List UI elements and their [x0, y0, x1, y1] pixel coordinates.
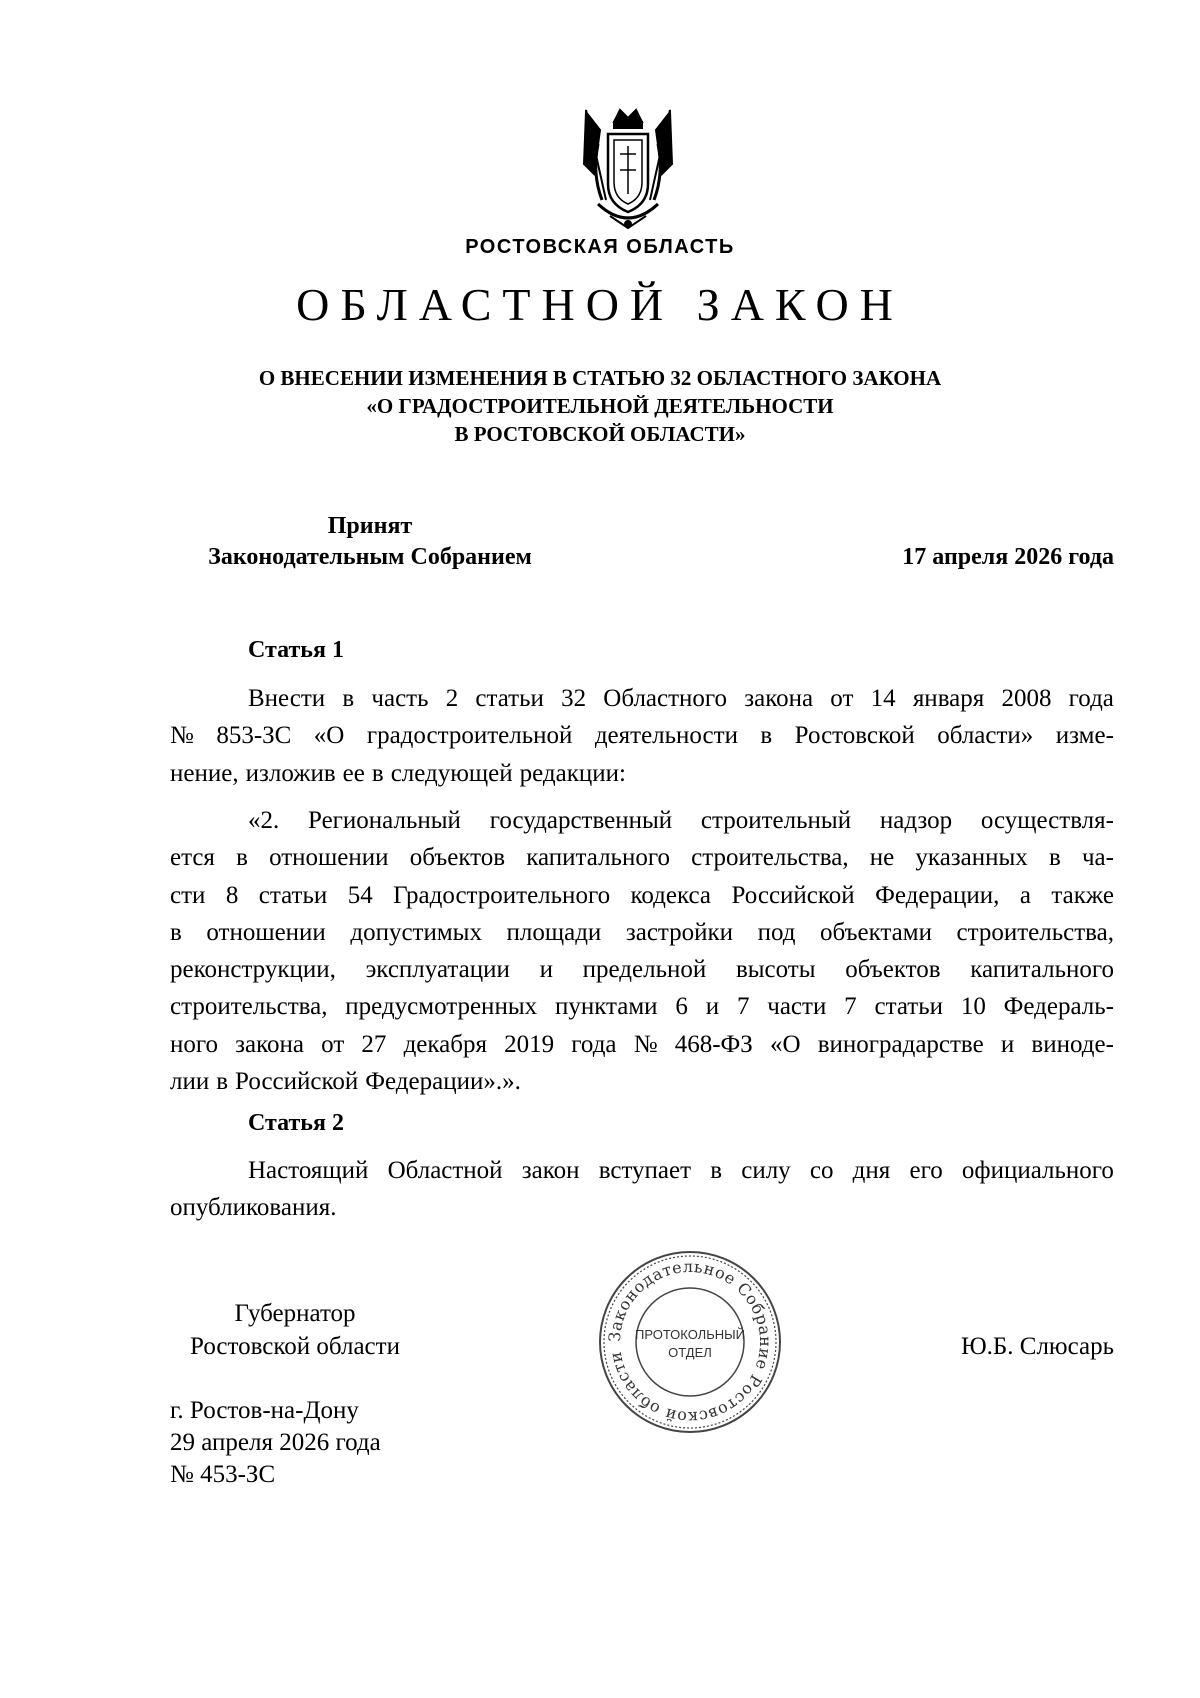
governor-title-line: Ростовской области [190, 1333, 400, 1360]
stamp-center-line: ОТДЕЛ [668, 1345, 712, 1360]
text-line: в отношении допустимых площади застройки под объектами строительства, [170, 918, 1114, 946]
law-number: № 453-ЗС [170, 1461, 276, 1488]
text-line: ется в отношении объектов капитального строительства, не указанных в ча- [170, 844, 1114, 872]
law-title-line: О ВНЕСЕНИИ ИЗМЕНЕНИЯ В СТАТЬЮ 32 ОБЛАСТНОГО ЗАКОНА [258, 366, 942, 390]
region-name: РОСТОВСКАЯ ОБЛАСТЬ [465, 236, 735, 258]
adoption-label-line: Законодательным Собранием [208, 544, 532, 570]
place-date-number [170, 1395, 381, 1491]
article-2-heading: Статья 2 [248, 1110, 344, 1136]
text-line: Внести в часть 2 статьи 32 Областного закона от 14 января 2008 года [248, 685, 1114, 712]
article-1-paragraph-2 [170, 802, 1114, 1100]
text-line: Настоящий Областной закон вступает в силу со дня его официального [248, 1157, 1114, 1184]
governor-title-line: Губернатор [234, 1300, 356, 1327]
text-line: «2. Региональный государственный строительный надзор осуществля- [248, 807, 1114, 834]
article-1-heading: Статья 1 [248, 637, 344, 663]
law-title [180, 364, 1020, 448]
text-line: ного закона от 27 декабря 2019 года № 468-ФЗ «О виноградарстве и виноде- [170, 1030, 1114, 1058]
document-type: ОБЛАСТНОЙ ЗАКОН [296, 279, 904, 330]
article-1-paragraph-1 [170, 680, 1114, 792]
stamp-center-line: ПРОТОКОЛЬНЫЙ [634, 1327, 746, 1342]
text-line: строительства, предусмотренных пунктами 6 и 7 части 7 статьи 10 Федераль- [170, 993, 1114, 1021]
text-line: сти 8 статьи 54 Градостроительного кодекса Российской Федерации, а также [170, 881, 1114, 909]
article-2-paragraph [170, 1152, 1114, 1227]
coat-of-arms-emblem [580, 104, 676, 238]
governor-title [160, 1297, 430, 1363]
stamp-ring-text: Законодательное Собрание Ростовской области [604, 1256, 776, 1428]
law-title-line: В РОСТОВСКОЙ ОБЛАСТИ» [454, 422, 746, 446]
adoption-label [170, 511, 570, 573]
signing-date: 29 апреля 2026 года [170, 1429, 381, 1456]
text-line: № 853-ЗС «О градостроительной деятельности в Ростовской области» изме- [170, 722, 1114, 750]
governor-name: Ю.Б. Слюсарь [960, 1333, 1114, 1360]
adoption-date: 17 апреля 2026 года [902, 544, 1114, 570]
adoption-label-line: Принят [327, 513, 413, 539]
text-line: нение, изложив ее в следующей редакции: [170, 759, 626, 787]
law-title-line: «О ГРАДОСТРОИТЕЛЬНОЙ ДЕЯТЕЛЬНОСТИ [366, 394, 834, 418]
signing-place: г. Ростов-на-Дону [170, 1397, 359, 1424]
text-line: реконструкции, эксплуатации и предельной высоты объектов капитального [170, 956, 1114, 984]
official-stamp [595, 1247, 785, 1437]
text-line: лии в Российской Федерации».». [170, 1068, 521, 1096]
text-line: опубликования. [170, 1194, 337, 1222]
